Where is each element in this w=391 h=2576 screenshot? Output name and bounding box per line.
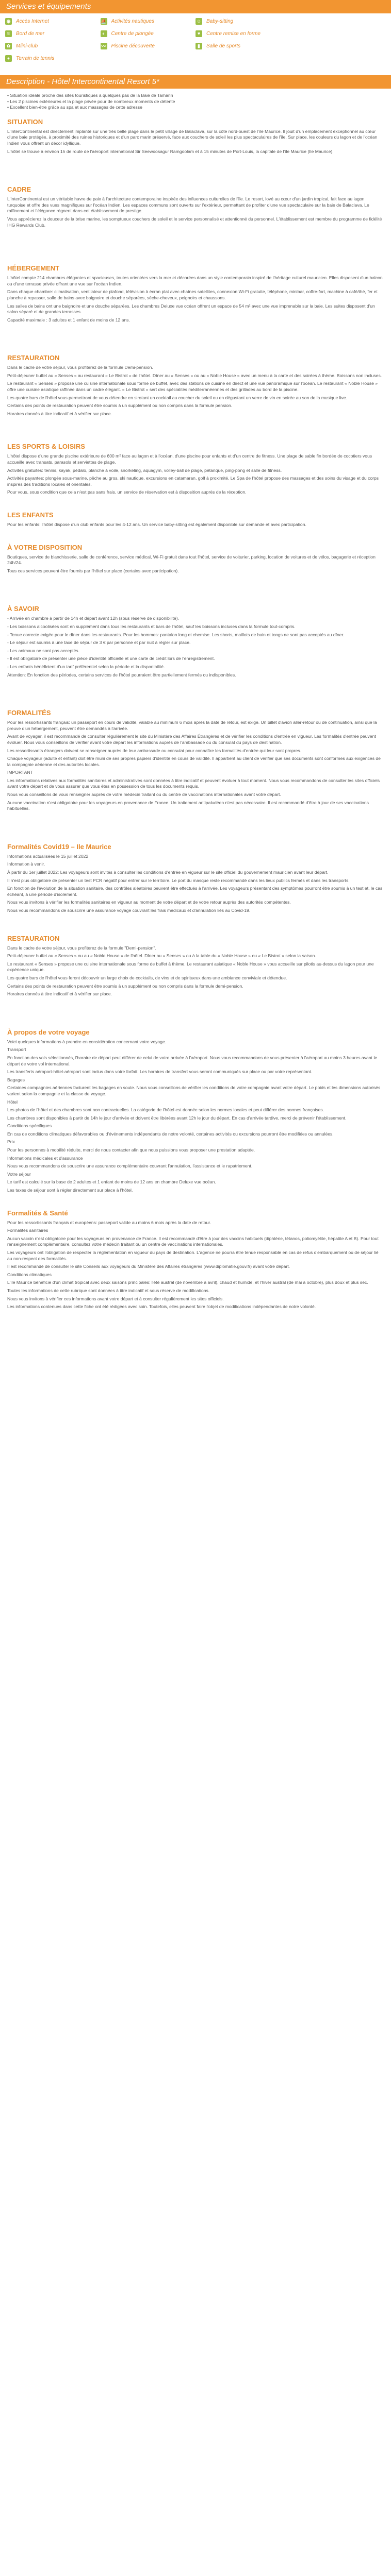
amenity-pool — [101, 42, 196, 49]
section-title: RESTAURATION — [7, 354, 60, 362]
section-paragraph: - Les boissons alcoolisées sont en supplément dans tous les restaurants et bars de l'hôtel, sauf les boissons incluses dans la formule tout-compris. — [7, 623, 296, 629]
section — [7, 1028, 384, 1194]
section-paragraph: Pour les ressortissants français et européens: passeport valide au moins 6 mois après la date de retour. — [7, 1219, 211, 1225]
section-paragraph: Le restaurant « Senses » propose une cuisine internationale sous forme de buffet, avec des stations de cuisine en direct et une vue panoramique sur l'océan. Le restaurant « Noble House » offre une cuisine asiatique raffinée dans un cadre élégant. « Le Bistrot » sert des spécialités méditerranéennes et des grillades au bord de la piscine. — [7, 381, 378, 393]
section — [7, 935, 384, 997]
section-title: CADRE — [7, 185, 31, 194]
section-paragraph: Boutiques, service de blanchisserie, salle de conférence, service médical, Wi-Fi gratuit dans tout l'hôtel, service de voiturier, parking, location de voitures et de vélos, bagagerie et réception 24h/24. — [7, 554, 376, 566]
amenity-gym — [196, 42, 291, 49]
section-paragraph: Pour les personnes à mobilité réduite, merci de nous contacter afin que nous puissions vous proposer une prestation adaptée. — [7, 1147, 255, 1153]
section-paragraph: Nous vous recommandons de souscrire une assurance voyage couvrant les frais médicaux et d'annulation liés au Covid-19. — [7, 908, 251, 913]
section-paragraph: Nous vous invitons à vérifier les formalités sanitaires en vigueur au moment de votre départ et de votre retour auprès des autorités compétentes. — [7, 900, 291, 905]
section-paragraph: Les ressortissants étrangers doivent se renseigner auprès de leur ambassade ou consulat pour connaître les formalités d'entrée qui leur sont propres. — [7, 748, 302, 753]
section-paragraph: Il n'est plus obligatoire de présenter un test PCR négatif pour entrer sur le territoire. Le port du masque reste recommandé dans les lieux publics fermés et dans les transports. — [7, 877, 350, 883]
amenity-internet — [5, 18, 101, 25]
section-paragraph: Les quatre bars de l'hôtel vous permettront de vous détendre en sirotant un cocktail au coucher du soleil ou en dégustant un verre de vin en soirée au son de la musique live. — [7, 395, 347, 400]
section-paragraph: Information à venir. — [7, 861, 45, 867]
section-paragraph: Vous apprécierez la douceur de la brise marine, les somptueux couchers de soleil et le service personnalisé et attentionné du personnel. L'établissement est membre du programme de fidélité IHG Rewards Club. — [7, 216, 382, 228]
section-paragraph: Nous vous recommandons de souscrire une assurance complémentaire couvrant l'annulation, l'assistance et le rapatriement. — [7, 1163, 253, 1169]
pool-icon: 〰 — [101, 43, 106, 49]
description-banner — [0, 75, 391, 89]
section-paragraph: Toutes les informations de cette rubrique sont données à titre indicatif et sous réserve de modifications. — [7, 1287, 210, 1293]
section-paragraph: Voici quelques informations à prendre en considération concernant votre voyage. — [7, 1039, 167, 1044]
section-paragraph: Informations actualisées le 15 juillet 2022 — [7, 853, 89, 859]
section — [7, 843, 384, 914]
section-paragraph: Activités payantes: plongée sous-marine, pêche au gros, ski nautique, excursions en catamaran, golf à proximité. Le Spa de l'hôtel propose des massages et des soins du visage et du corps inspirés des traditions locales et orientales. — [7, 476, 379, 487]
amenity-label: Activités nautiques — [111, 18, 154, 24]
section-paragraph: Activités gratuites: tennis, kayak, pédalo, planche à voile, snorkeling, aquagym, volley-ball de plage, pétanque, ping-pong et salle de fitness. — [7, 467, 282, 473]
section — [7, 605, 384, 678]
section-paragraph: - Il est obligatoire de présenter une pièce d'identité officielle et une carte de crédit lors de l'enregistrement. — [7, 656, 215, 662]
fitness-icon: ♥ — [196, 30, 202, 37]
section-title: SITUATION — [7, 117, 43, 126]
section-paragraph: L'hôtel compte 214 chambres élégantes et spacieuses, toutes orientées vers la mer et décorées dans un style contemporain inspiré de l'héritage culturel mauricien. Elles disposent d'un balcon ou d'une terrasse privée offrant une vue sur l'océan Indien. — [7, 275, 383, 286]
intro-item: • Excellent bien-être grâce au spa et aux massages de cette adresse — [7, 105, 142, 110]
section-paragraph: Les quatre bars de l'hôtel vous feront découvrir un large choix de cocktails, de vins et de spiritueux dans une ambiance conviviale et détendue. — [7, 975, 287, 980]
section-paragraph: Nous vous invitons à vérifier ces informations avant votre départ et à consulter régulièrement les sites officiels. — [7, 1296, 224, 1301]
section-paragraph: IMPORTANT — [7, 770, 33, 775]
section-title: HÉBERGEMENT — [7, 264, 60, 273]
beach-icon: ≈ — [5, 30, 12, 37]
section — [7, 443, 384, 496]
section-paragraph: Les informations contenues dans cette fiche ont été rédigées avec soin. Toutefois, elles peuvent faire l'objet de modifications indépendantes de notre volonté. — [7, 1304, 316, 1310]
amenity-fitness — [196, 30, 291, 37]
wifi-icon: ◉ — [5, 18, 12, 25]
section — [7, 544, 384, 574]
section-paragraph: Les salles de bains ont une baignoire et une douche séparées. Les chambres Deluxe vue océan offrent un espace de 54 m² avec une vue imprenable sur la baie. Les suites disposent d'un salon séparé et de grandes terrasses. — [7, 303, 375, 315]
section-paragraph: Pour les enfants: l'hôtel dispose d'un club enfants pour les 4-12 ans. Un service baby-sitting est également disponible sur demande et avec participation. — [7, 522, 306, 527]
section-paragraph: Dans le cadre de votre séjour, vous profiterez de la formule "Demi-pension". — [7, 945, 156, 951]
section-paragraph: Certains des points de restauration peuvent être soumis à un supplément ou non compris dans la formule demi-pension. — [7, 983, 243, 989]
amenity-babysitting — [196, 18, 291, 25]
amenity-label: Centre de plongée — [111, 30, 154, 37]
section-title: Formalités & Santé — [7, 1209, 68, 1217]
section-paragraph: Les transferts aéroport-hôtel-aéroport sont inclus dans votre forfait. Les horaires de transfert vous seront communiqués sur place ou par votre représentant. — [7, 1069, 313, 1075]
amenity-label: Terrain de tennis — [16, 55, 55, 61]
section-paragraph: Horaires donnés à titre indicatif et à vérifier sur place. — [7, 991, 112, 997]
section-paragraph: - Tenue correcte exigée pour le dîner dans les restaurants. Pour les hommes: pantalon long et chemise. Les shorts, maillots de bain et tongs ne sont pas acceptés au dîner. — [7, 632, 345, 637]
section-paragraph: Avant de voyager, il est recommandé de consulter régulièrement le site du Ministère des Affaires Étrangères et de vérifier les conditions d'entrée en vigueur. Les formalités d'entrée peuvent évoluer. Nous vous conseillons de vérifier avant votre départ les informations auprès de l'ambassade ou du consulat du pays de destination. — [7, 734, 376, 745]
section-paragraph: Aucun vaccin n'est obligatoire pour les voyageurs en provenance de France. Il est recommandé d'être à jour des vaccins habituels (diphtérie, tétanos, poliomyélite, hépatite A et B). Pour tout renseignement complémentaire, consultez votre médecin traitant ou un centre de vaccinations internationales. — [7, 1235, 379, 1247]
section — [7, 511, 384, 528]
section-paragraph: Le restaurant « Senses » propose une cuisine internationale sous forme de buffet à thème. Le restaurant asiatique « Noble House » vous accueille sur pilotis au-dessus du lagon pour une expérience unique. — [7, 961, 374, 973]
section-title: Formalités Covid19 – Ile Maurice — [7, 842, 111, 851]
section-paragraph: Les voyageurs ont l'obligation de respecter la réglementation en vigueur du pays de destination. L'agence ne pourra être tenue responsable en cas de refus d'embarquement ou de séjour lié au non-respect des formalités. — [7, 1250, 379, 1261]
section — [7, 354, 384, 417]
section-title: FORMALITÉS — [7, 709, 51, 717]
section — [7, 1209, 384, 1310]
section-paragraph: Il est recommandé de consulter le site Conseils aux voyageurs du Ministère des Affaires étrangères (www.diplomatie.gouv.fr) avant votre départ. — [7, 1264, 290, 1269]
section-paragraph: Capacité maximale : 3 adultes et 1 enfant de moins de 12 ans. — [7, 317, 130, 323]
section-title: RESTAURATION — [7, 934, 60, 942]
section — [7, 709, 384, 812]
section — [7, 264, 384, 323]
section-paragraph: Horaires donnés à titre indicatif et à vérifier sur place. — [7, 411, 112, 416]
section-paragraph: Les photos de l'hôtel et des chambres sont non contractuelles. La catégorie de l'hôtel est donnée selon les normes locales et peut différer des normes françaises. — [7, 1107, 324, 1113]
amenity-tennis — [5, 55, 101, 62]
section-paragraph: Petit-déjeuner buffet au « Senses » ou au « Noble House » de l'hôtel. Dîner au « Senses » ou à la table du « Noble House » ou « Le Bistrot » selon la saison. — [7, 953, 316, 959]
section — [7, 118, 384, 155]
section-title: À SAVOIR — [7, 605, 39, 613]
section-paragraph: Les chambres sont disponibles à partir de 14h le jour d'arrivée et doivent être libérées avant 12h le jour du départ. En cas d'arrivée tardive, merci de prévenir l'établissement. — [7, 1115, 347, 1121]
section-paragraph: Conditions spécifiques — [7, 1123, 52, 1129]
section-paragraph: Bagages — [7, 1077, 25, 1082]
amenity-label: Piscine découverte — [111, 43, 155, 49]
section-paragraph: Certaines compagnies aériennes facturent les bagages en soute. Nous vous conseillons de vérifier les conditions de votre compagnie avant votre départ. Le poids et les dimensions autorisés varient selon la compagnie et la classe de voyage. — [7, 1085, 381, 1096]
amenity-label: Salle de sports — [206, 43, 241, 49]
kids-club-icon: ✿ — [5, 43, 12, 49]
section-paragraph: Aucune vaccination n'est obligatoire pour les voyageurs en provenance de France. Un traitement antipaludéen n'est pas nécessaire. Il est recommandé d'être à jour de ses vaccinations habituelles. — [7, 800, 369, 811]
sailboat-icon: ⛵ — [101, 18, 107, 24]
section-paragraph: - Arrivée en chambre à partir de 14h et départ avant 12h (sous réserve de disponibilité). — [7, 616, 179, 621]
section-paragraph: Chaque voyageur (adulte et enfant) doit être muni de ses propres papiers d'identité en cours de validité. Il appartient au client de vérifier que ses documents sont conformes aux exigences de la compagnie aérienne et des autorités locales. — [7, 756, 381, 767]
section-paragraph: En cas de conditions climatiques défavorables ou d'événements indépendants de notre volonté, certaines activités ou excursions pourront être modifiées ou annulées. — [7, 1131, 334, 1137]
section-paragraph: Conditions climatiques — [7, 1272, 52, 1277]
amenity-label: Bord de mer — [16, 30, 45, 37]
baby-icon: ☺ — [196, 19, 202, 24]
section-paragraph: Nous vous conseillons de vous renseigner auprès de votre médecin traitant ou du centre de vaccinations internationales avant votre départ. — [7, 792, 281, 798]
amenity-nautical — [101, 18, 196, 25]
section-paragraph: Attention: En fonction des périodes, certains services de l'hôtel pourraient être partiellement fermés ou indisponibles. — [7, 672, 236, 677]
section-paragraph: Pour les ressortissants français: un passeport en cours de validité, valable au minimum 6 mois après la date de retour, est exigé. Un billet d'avion aller-retour ou de continuation, ainsi que la preuve d'un hébergement, peuvent être demandés à l'arrivée. — [7, 720, 377, 731]
section-paragraph: - Le séjour est soumis à une taxe de séjour de 3 € par personne et par nuit à régler sur place. — [7, 640, 191, 646]
tennis-icon: ● — [5, 55, 12, 62]
section-paragraph: Le tarif est calculé sur la base de 2 adultes et 1 enfant de moins de 12 ans en chambre Deluxe vue océan. — [7, 1179, 216, 1185]
section-paragraph: Hôtel — [7, 1099, 18, 1105]
section-title: À propos de votre voyage — [7, 1028, 90, 1036]
description-content — [0, 93, 391, 1310]
description-title: Description - Hôtel Intercontinental Resort 5* — [6, 77, 159, 86]
section-paragraph: Dans chaque chambre: climatisation, ventilateur de plafond, télévision à écran plat avec chaînes satellites, connexion Wi-Fi gratuite, téléphone, minibar, coffre-fort, machine à café/thé, fer et planche à repasser, salle de bains avec baignoire et douche séparées, sèche-cheveux, peignoirs et chaussons. — [7, 289, 378, 300]
intro-list — [7, 93, 384, 111]
services-banner — [0, 0, 391, 13]
amenities-grid — [0, 13, 391, 64]
section-paragraph: L'InterContinental est directement implanté sur une très belle plage dans le petit village de Balaclava, sur la côte nord-ouest de l'île Maurice. Il jouit d'un emplacement exceptionnel au cœur d'une baie protégée, à proximité des ruines historiques et d'un parc marin préservé, face aux couchers de soleil les plus spectaculaires de l'île. Sur place, les couleurs du lagon et de l'océan Indien vous offrent un décor idyllique. — [7, 128, 378, 146]
amenity-label: Centre remise en forme — [206, 30, 261, 37]
section — [7, 185, 384, 228]
gym-icon: ▮ — [196, 43, 202, 49]
section-paragraph: L'île Maurice bénéficie d'un climat tropical avec deux saisons principales: l'été austral (de novembre à avril), chaud et humide, et l'hiver austral (de mai à octobre), plus doux et plus sec. — [7, 1280, 368, 1285]
diving-icon: ◐ — [101, 30, 107, 37]
section-paragraph: Transport — [7, 1047, 26, 1053]
section-paragraph: Dans le cadre de votre séjour, vous profiterez de la formule Demi-pension. — [7, 365, 153, 370]
intro-item: • Situation idéale proche des sites touristiques à quelques pas de la Baie de Tamarin — [7, 93, 173, 98]
services-title: Services et équipements — [6, 2, 91, 11]
section-title: À VOTRE DISPOSITION — [7, 543, 83, 551]
amenity-diving — [101, 30, 196, 37]
amenity-seaside — [5, 30, 101, 37]
section-paragraph: Tous ces services peuvent être fournis par l'hôtel sur place (certains avec participation). — [7, 568, 179, 573]
section-paragraph: En fonction de l'évolution de la situation sanitaire, des contrôles aléatoires peuvent être effectués à l'arrivée. Les voyageurs présentant des symptômes pourront être soumis à un test et, le cas échéant, à une période d'isolement. — [7, 886, 383, 897]
section-paragraph: Formalités sanitaires — [7, 1228, 48, 1233]
amenity-label: Miini-club — [16, 43, 38, 49]
section-title: LES SPORTS & LOISIRS — [7, 443, 85, 451]
section-paragraph: Informations médicales et d'assurance — [7, 1155, 83, 1161]
amenity-label: Accès Internet — [16, 18, 49, 24]
section-paragraph: Votre séjour — [7, 1171, 31, 1177]
section-paragraph: Certains des points de restauration peuvent être soumis à un supplément ou non compris dans la formule pension. — [7, 403, 233, 409]
section-paragraph: L'hôtel se trouve à environ 1h de route de l'aéroport international Sir Seewoosagur Ramgoolam et à 15 minutes de Port-Louis, la capitale de l'île Maurice (Ile Maurice). — [7, 148, 334, 154]
section-paragraph: À partir du 1er juillet 2022: Les voyageurs sont invités à consulter les conditions d'entrée en vigueur sur le site officiel du gouvernement mauricien avant leur départ. — [7, 870, 329, 875]
section-paragraph: L'InterContinental est un véritable havre de paix à l'architecture contemporaine inspirée des influences culturelles de l'île. Le resort, lové au cœur d'un jardin tropical, fait face au lagon turquoise et offre des vues magnifiques sur l'océan Indien. Les espaces communs sont ouverts sur l'extérieur, permettant de profiter d'une vue spectaculaire sur la baie de Balaclava. Le raffinement et l'élégance règnent dans cet établissement de prestige. — [7, 196, 369, 214]
section-paragraph: Petit-déjeuner buffet au « Senses » au restaurant « Le Bistrot » de l'hôtel. Dîner au « Senses » ou au « Noble House » avec un menu à la carte et des soirées à thème. Boissons non incluses. — [7, 372, 382, 378]
intro-item: • Les 2 piscines extérieures et la plage privée pour de nombreux moments de détente — [7, 98, 175, 104]
section-paragraph: En fonction des vols sélectionnés, l'horaire de départ peut différer de celui de votre arrivée à l'aéroport. Nous vous recommandons de vous présenter à l'aéroport au moins 3 heures avant le départ de votre vol international. — [7, 1055, 378, 1066]
section-paragraph: Les taxes de séjour sont à régler directement sur place à l'hôtel. — [7, 1188, 133, 1193]
section-paragraph: Les informations relatives aux formalités sanitaires et administratives sont données à titre indicatif et peuvent évoluer à tout moment. Nous vous recommandons de consulter les sites officiels avant votre départ et de vous assurer que vous êtes en possession de tous les documents requis. — [7, 777, 380, 789]
section-paragraph: - Les enfants bénéficient d'un tarif préférentiel selon la période et la disponibilité. — [7, 664, 165, 669]
amenity-label: Baby-sitting — [206, 18, 234, 24]
section-title: LES ENFANTS — [7, 511, 54, 519]
section-paragraph: L'hôtel dispose d'une grande piscine extérieure de 600 m² face au lagon et à l'océan, d'une piscine pour enfants et d'un centre de fitness. Une plage de sable fin bordée de cocotiers vous accueille avec transats, parasols et serviettes de plage. — [7, 453, 372, 465]
section-paragraph: - Les animaux ne sont pas acceptés. — [7, 648, 79, 653]
section-paragraph: Prix — [7, 1139, 15, 1145]
sections-container — [7, 118, 384, 1310]
amenity-kids-club — [5, 42, 101, 49]
section-paragraph: Pour vous, sous condition que cela n'est pas sans frais, un service de réservation est à disposition auprès de la réception. — [7, 489, 247, 495]
